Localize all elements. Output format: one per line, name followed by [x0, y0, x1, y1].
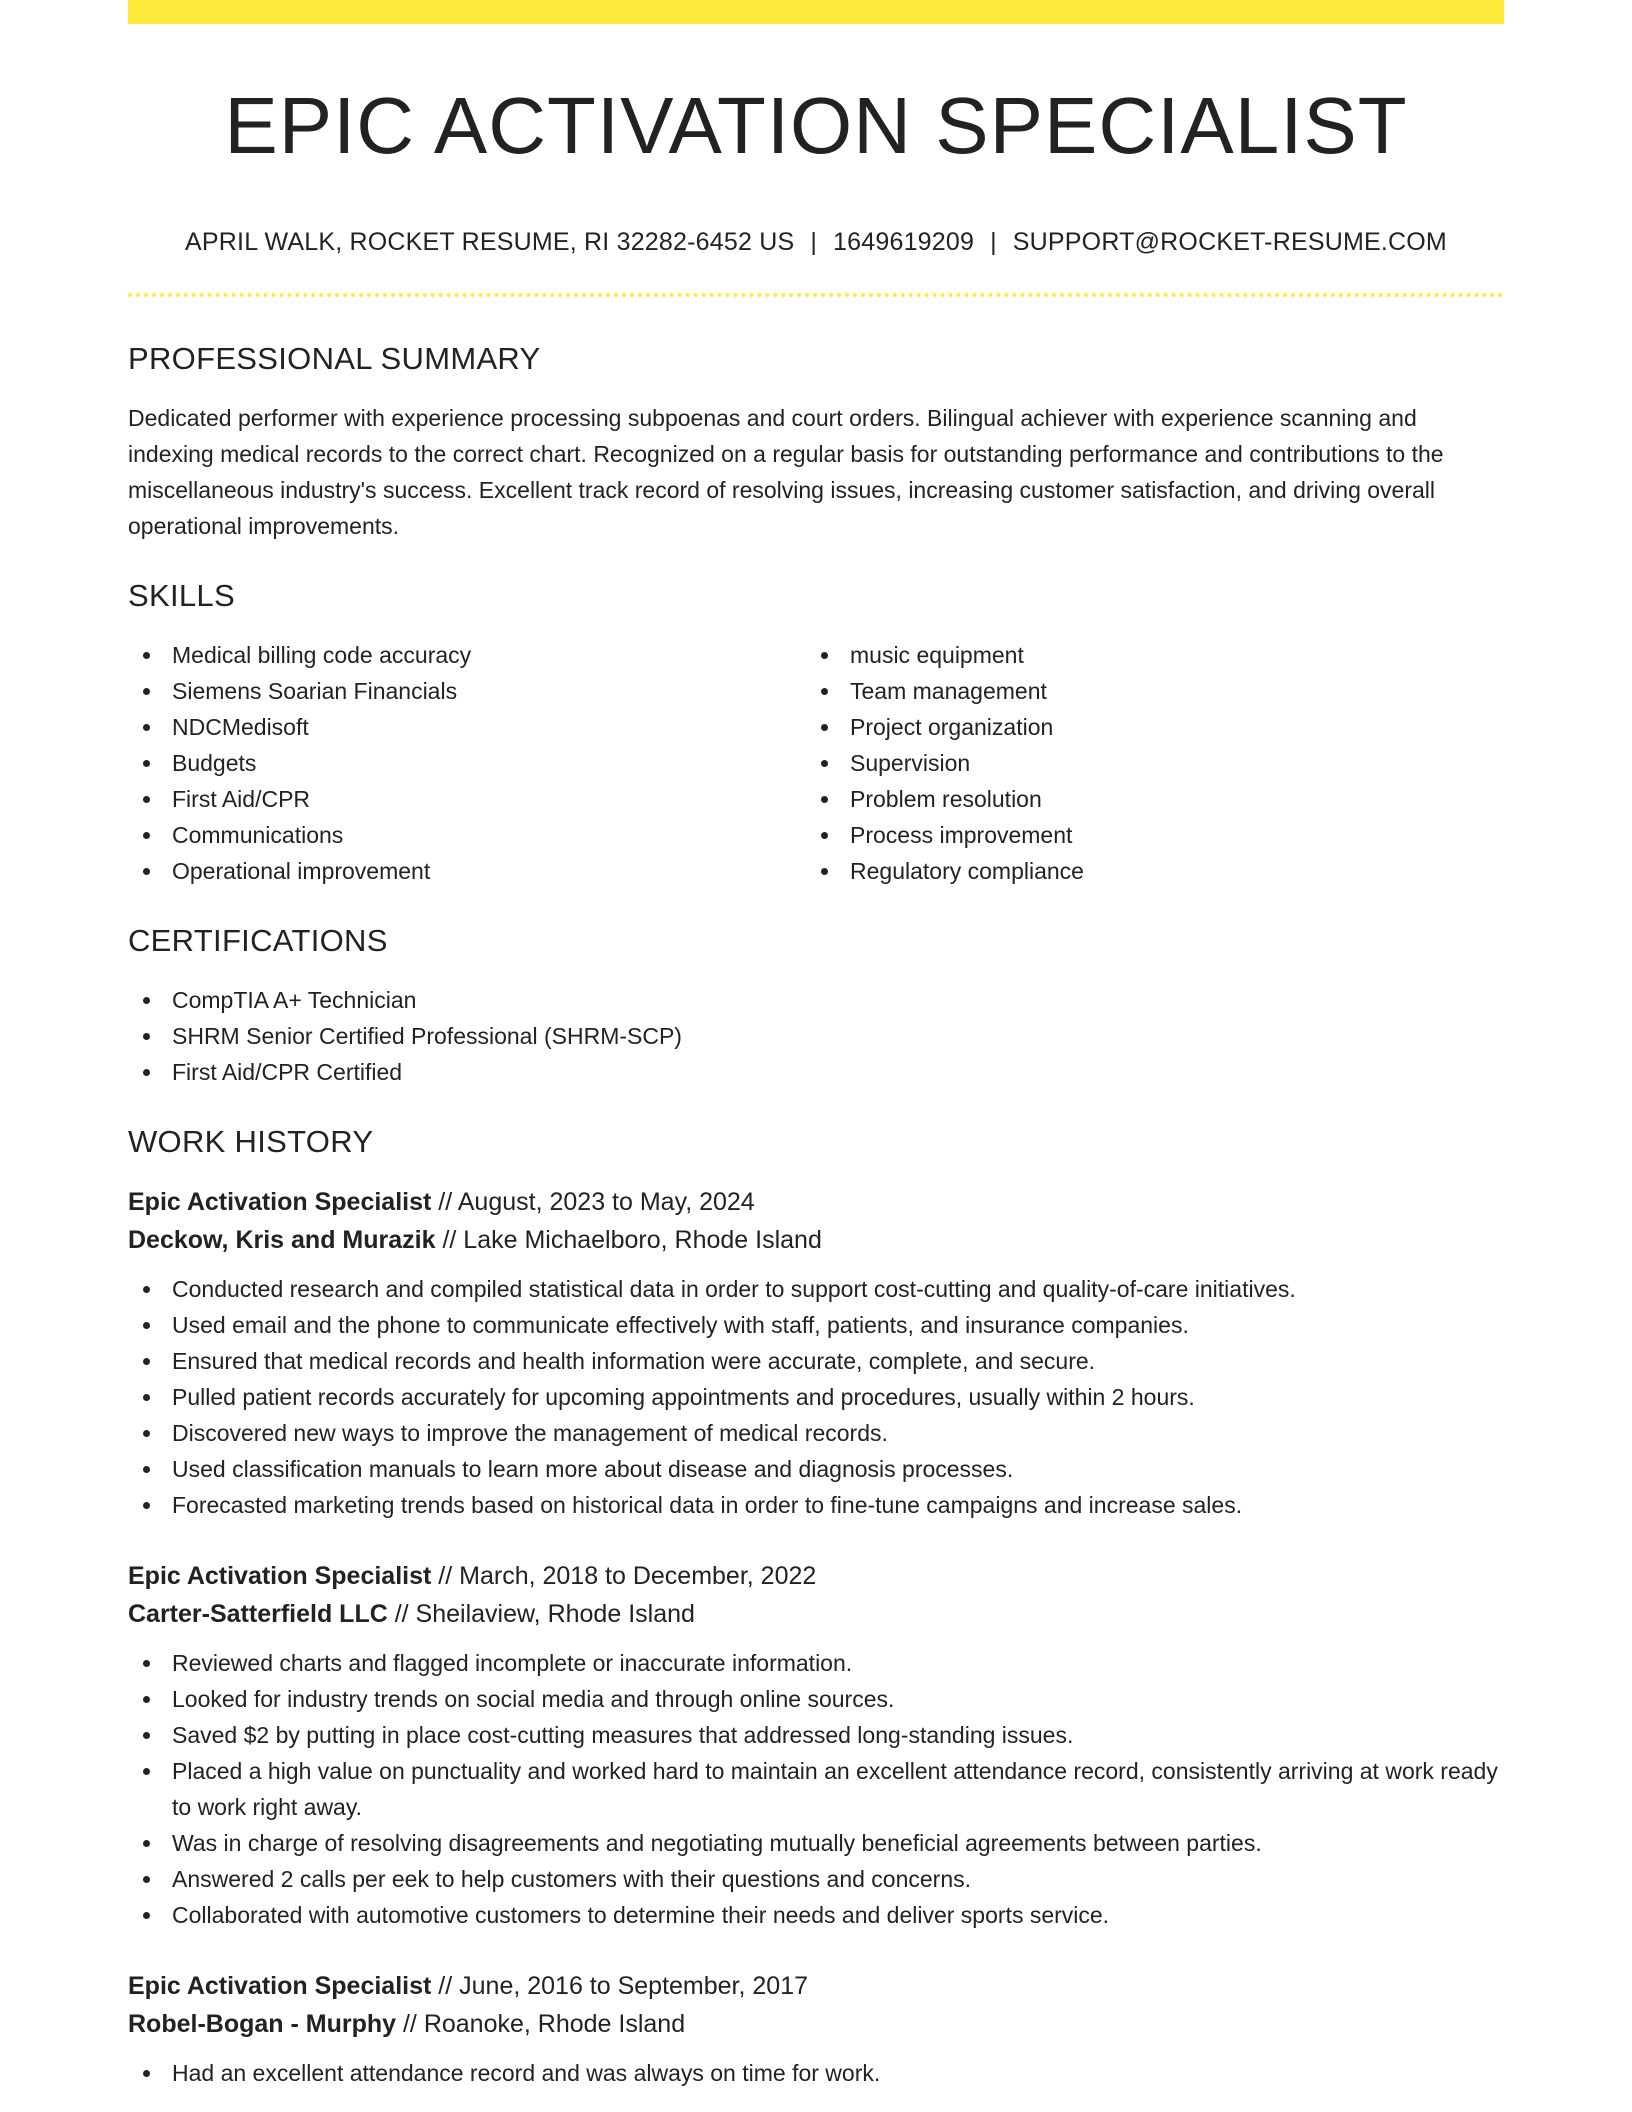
job-dates: // June, 2016 to September, 2017: [438, 1972, 809, 2000]
job-duty-item: Had an excellent attendance record and was always on time for work.: [128, 2055, 1504, 2091]
job-duties-list: [128, 2055, 1504, 2091]
contact-phone: 1649619209: [833, 228, 975, 256]
job-company-line: [128, 1595, 1504, 1633]
skill-item: Project organization: [806, 709, 1484, 745]
contact-email[interactable]: SUPPORT@ROCKET-RESUME.COM: [1012, 228, 1447, 256]
job-duties-list: [128, 1271, 1504, 1523]
job-role: Epic Activation Specialist: [128, 1188, 432, 1216]
section-title-skills: SKILLS: [128, 578, 235, 613]
section-title-work-history: WORK HISTORY: [128, 1124, 374, 1159]
job-role-line: [128, 1557, 1504, 1595]
skill-item: Siemens Soarian Financials: [128, 673, 806, 709]
job-entry: [128, 1967, 1504, 2091]
skill-item: Budgets: [128, 745, 806, 781]
job-duty-item: Saved $2 by putting in place cost-cutting measures that addressed long-standing issues.: [128, 1717, 1504, 1753]
skill-item: Medical billing code accuracy: [128, 637, 806, 673]
job-company: Carter-Satterfield LLC: [128, 1600, 388, 1628]
job-role-line: [128, 1967, 1504, 2005]
job-company: Robel-Bogan - Murphy: [128, 2010, 397, 2038]
job-duty-item: Looked for industry trends on social media and through online sources.: [128, 1681, 1504, 1717]
accent-bar: [128, 0, 1504, 24]
job-role: Epic Activation Specialist: [128, 1972, 432, 2000]
resume-title: EPIC ACTIVATION SPECIALIST: [224, 81, 1408, 170]
skill-item: Problem resolution: [806, 781, 1484, 817]
contact-separator: |: [990, 228, 997, 256]
certification-item: SHRM Senior Certified Professional (SHRM-SCP): [128, 1018, 1504, 1054]
job-duty-item: Placed a high value on punctuality and worked hard to maintain an excellent attendance record, consistently arriving at work ready to work right away.: [128, 1753, 1504, 1825]
skill-item: Supervision: [806, 745, 1484, 781]
skill-item: Process improvement: [806, 817, 1484, 853]
skill-item: NDCMedisoft: [128, 709, 806, 745]
skills-grid: [128, 637, 1504, 889]
job-duty-item: Answered 2 calls per eek to help customers with their questions and concerns.: [128, 1861, 1504, 1897]
skill-item: Team management: [806, 673, 1484, 709]
skill-item: Operational improvement: [128, 853, 806, 889]
contact-separator: |: [810, 228, 818, 256]
certifications-list: [128, 982, 1504, 1090]
job-location: // Roanoke, Rhode Island: [402, 2010, 686, 2038]
job-company: Deckow, Kris and Murazik: [128, 1226, 436, 1254]
section-title-certifications: CERTIFICATIONS: [128, 923, 388, 958]
section-title-summary: PROFESSIONAL SUMMARY: [128, 341, 541, 376]
job-role: Epic Activation Specialist: [128, 1562, 432, 1590]
job-duty-item: Used email and the phone to communicate effectively with staff, patients, and insurance companies.: [128, 1307, 1504, 1343]
dotted-divider: [128, 293, 1504, 297]
skill-item: First Aid/CPR: [128, 781, 806, 817]
skills-list-left: [128, 637, 806, 889]
job-location: // Lake Michaelboro, Rhode Island: [442, 1226, 822, 1254]
job-company-line: [128, 2005, 1504, 2043]
job-dates: // March, 2018 to December, 2022: [438, 1562, 817, 1590]
summary-text: Dedicated performer with experience processing subpoenas and court orders. Bilingual achiever with experience scanning and indexing medical records to the correct chart. Recognized on a regular basis for outstanding performance and contributions to the miscellaneous industry's success. Excellent track record of resolving issues, increasing customer satisfaction, and driving overall operational improvements.: [128, 405, 1444, 539]
job-duties-list: [128, 1645, 1504, 1933]
job-entry: [128, 1557, 1504, 1933]
job-entry: [128, 1183, 1504, 1523]
job-role-line: [128, 1183, 1504, 1221]
job-duty-item: Forecasted marketing trends based on historical data in order to fine-tune campaigns and increase sales.: [128, 1487, 1504, 1523]
job-duty-item: Collaborated with automotive customers to determine their needs and deliver sports service.: [128, 1897, 1504, 1933]
job-dates: // August, 2023 to May, 2024: [438, 1188, 755, 1216]
job-duty-item: Was in charge of resolving disagreements and negotiating mutually beneficial agreements between parties.: [128, 1825, 1504, 1861]
job-duty-item: Discovered new ways to improve the management of medical records.: [128, 1415, 1504, 1451]
skill-item: music equipment: [806, 637, 1484, 673]
job-duty-item: Used classification manuals to learn more about disease and diagnosis processes.: [128, 1451, 1504, 1487]
skill-item: Regulatory compliance: [806, 853, 1484, 889]
certification-item: CompTIA A+ Technician: [128, 982, 1504, 1018]
job-duty-item: Conducted research and compiled statistical data in order to support cost-cutting and quality-of-care initiatives.: [128, 1271, 1504, 1307]
job-duty-item: Reviewed charts and flagged incomplete or inaccurate information.: [128, 1645, 1504, 1681]
job-duty-item: Ensured that medical records and health information were accurate, complete, and secure.: [128, 1343, 1504, 1379]
job-duty-item: Pulled patient records accurately for upcoming appointments and procedures, usually within 2 hours.: [128, 1379, 1504, 1415]
contact-line: [128, 230, 1504, 255]
skill-item: Communications: [128, 817, 806, 853]
job-company-line: [128, 1221, 1504, 1259]
skills-list-right: [806, 637, 1484, 889]
certification-item: First Aid/CPR Certified: [128, 1054, 1504, 1090]
contact-address: APRIL WALK, ROCKET RESUME, RI 32282-6452 US: [185, 228, 795, 256]
resume-page: [128, 0, 1504, 2091]
job-location: // Sheilaview, Rhode Island: [394, 1600, 695, 1628]
